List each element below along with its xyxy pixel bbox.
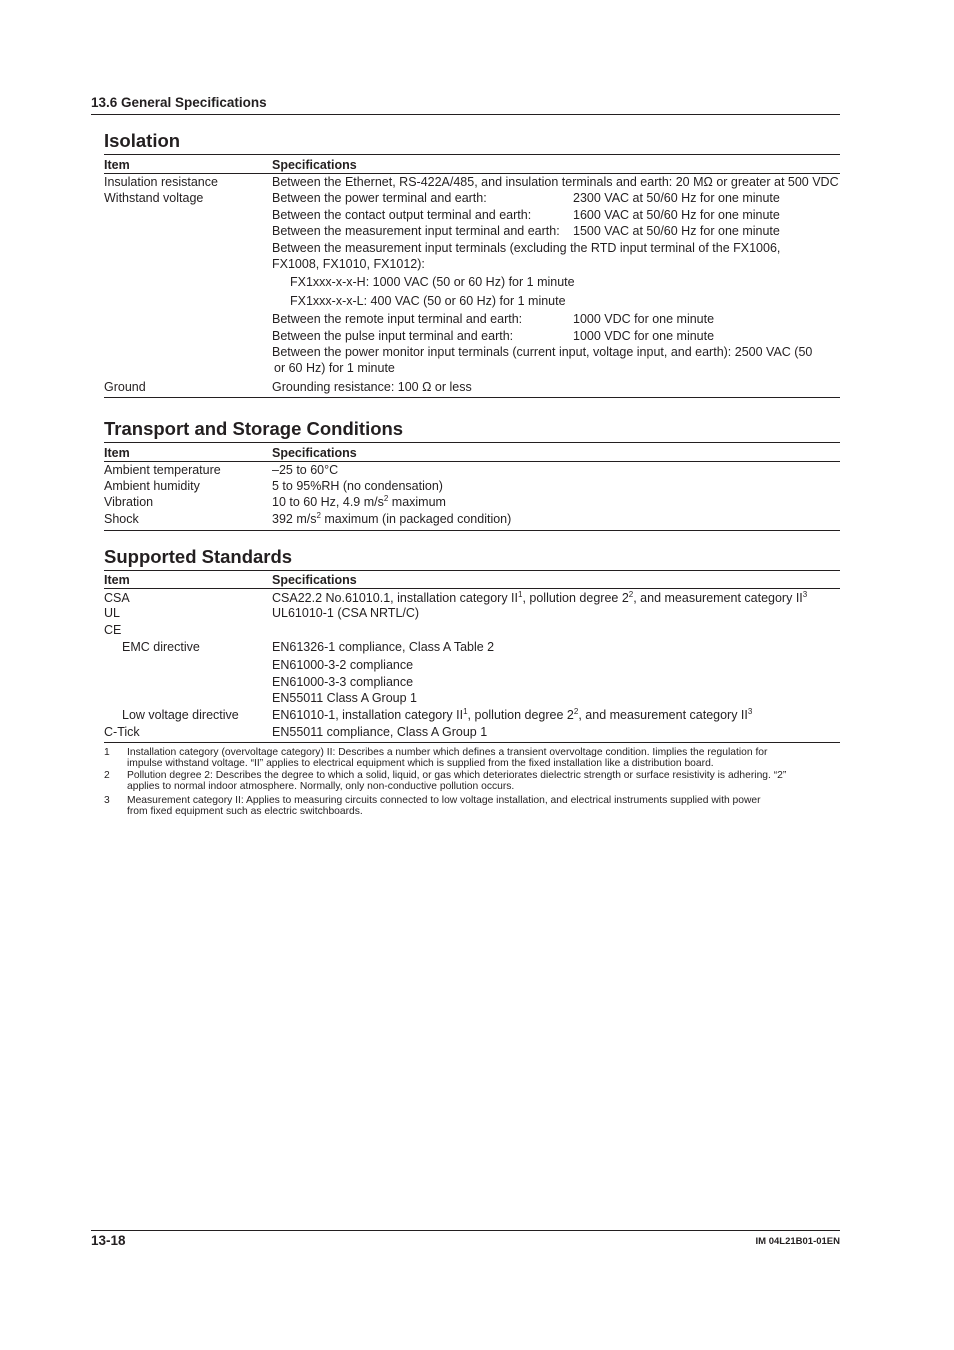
- row-item-csa: CSA: [104, 591, 130, 605]
- col-header-item: Item: [104, 446, 130, 460]
- withstand-contact-label: Between the contact output terminal and earth:: [272, 208, 532, 222]
- footnote-text: Pollution degree 2: Describes the degree to which a solid, liquid, or gas which deteriorates dielectric strength or surface resistivity is adhering. “2”: [127, 770, 787, 781]
- withstand-pulse-value: 1000 VDC for one minute: [573, 329, 715, 343]
- footnote-text: Installation category (overvoltage category) II: Describes a number which defines a transient overvoltage condition. Iimplies the regulation for: [127, 747, 768, 758]
- header-rule: [91, 114, 840, 115]
- footnote-number: 1: [104, 747, 110, 758]
- table-bottom-rule: [104, 397, 840, 398]
- withstand-remote-label: Between the remote input terminal and earth:: [272, 312, 523, 326]
- row-spec-ul: UL61010-1 (CSA NRTL/C): [272, 606, 420, 620]
- withstand-power-monitor-line1: Between the power monitor input terminals (current input, voltage input, and earth): 2500 VAC (50: [272, 345, 813, 359]
- table-top-rule: [104, 442, 840, 443]
- withstand-pulse-label: Between the pulse input terminal and earth:: [272, 329, 514, 343]
- footnote-number: 2: [104, 770, 110, 781]
- table-bottom-rule: [104, 530, 840, 531]
- table-header-rule: [104, 173, 840, 174]
- row-item-ul: UL: [104, 606, 120, 620]
- withstand-power-label: Between the power terminal and earth:: [272, 191, 487, 205]
- withstand-measurement-label: Between the measurement input terminal and earth:: [272, 224, 560, 238]
- table-header-rule: [104, 461, 840, 462]
- col-header-spec: Specifications: [272, 573, 357, 587]
- footnote-text: Measurement category II: Applies to measuring circuits connected to low voltage installation, and electrical instruments supplied with power: [127, 795, 761, 806]
- table-header-rule: [104, 588, 840, 589]
- row-item-insulation: Insulation resistance: [104, 175, 218, 189]
- row-spec-low-voltage: EN61010-1, installation category $II^1$, pollution degree $2^2$, and measurement category $II^3$: [272, 707, 753, 722]
- row-item-ground: Ground: [104, 380, 146, 394]
- row-spec-ctick: EN55011 compliance, Class A Group 1: [272, 725, 488, 739]
- transport-title: Transport and Storage Conditions: [104, 418, 404, 439]
- withstand-power-value: 2300 VAC at 50/60 Hz for one minute: [573, 191, 780, 205]
- row-item-ce: CE: [104, 623, 122, 637]
- withstand-model-h: FX1xxx-x-x-H: 1000 VAC (50 or 60 Hz) for 1 minute: [290, 275, 575, 289]
- row-item-ctick: C-Tick: [104, 725, 140, 739]
- table-top-rule: [104, 154, 840, 155]
- withstand-remote-value: 1000 VDC for one minute: [573, 312, 715, 326]
- footnote-text: impulse withstand voltage. “II” applies to electrical equipment which is supplied from the fixed installation like a distribution board.: [127, 758, 714, 769]
- row-item-temperature: Ambient temperature: [104, 463, 221, 477]
- footnote-number: 3: [104, 795, 110, 806]
- standards-title: Supported Standards: [104, 546, 293, 567]
- footer-rule: [91, 1230, 840, 1231]
- withstand-between-inputs-line2: FX1008, FX1010, FX1012):: [272, 257, 425, 271]
- row-spec-ground: Grounding resistance: 100 Ω or less: [272, 380, 472, 394]
- row-spec-shock: 392 $m/s^2$ maximum (in packaged condition): [272, 511, 512, 526]
- withstand-contact-value: 1600 VAC at 50/60 Hz for one minute: [573, 208, 780, 222]
- withstand-between-inputs-line1: Between the measurement input terminals (excluding the RTD input terminal of the FX1006,: [272, 241, 781, 255]
- col-header-item: Item: [104, 158, 130, 172]
- row-spec-insulation: Between the Ethernet, RS-422A/485, and insulation terminals and earth: 20 MΩ or greater at 500 VDC: [272, 175, 839, 189]
- row-item-vibration: Vibration: [104, 495, 154, 509]
- row-spec-temperature: –25 to 60°C: [272, 463, 339, 477]
- footnote-text: applies to normal indoor atmosphere. Normally, only non-conductive pollution occurs.: [127, 781, 515, 792]
- row-spec-emc-4: EN55011 Class A Group 1: [272, 691, 417, 705]
- col-header-item: Item: [104, 573, 130, 587]
- table-bottom-rule: [104, 742, 840, 743]
- row-item-withstand: Withstand voltage: [104, 191, 204, 205]
- running-header: 13.6 General Specifications: [91, 95, 267, 110]
- document-id: IM 04L21B01-01EN: [755, 1236, 840, 1247]
- row-spec-humidity: 5 to 95%RH (no condensation): [272, 479, 443, 493]
- withstand-model-l: FX1xxx-x-x-L: 400 VAC (50 or 60 Hz) for 1 minute: [290, 294, 566, 308]
- withstand-power-monitor-line2: or 60 Hz) for 1 minute: [274, 361, 395, 375]
- footnote-text: from fixed equipment such as electric switchboards.: [127, 806, 363, 817]
- row-spec-emc-3: EN61000-3-3 compliance: [272, 675, 414, 689]
- row-spec-csa: CSA22.2 No.61010.1, installation category $II^1$, pollution degree $2^2$, and measurement category $II^3$: [272, 590, 808, 605]
- col-header-spec: Specifications: [272, 446, 357, 460]
- row-item-emc: EMC directive: [122, 640, 200, 654]
- row-spec-emc-2: EN61000-3-2 compliance: [272, 658, 414, 672]
- row-item-shock: Shock: [104, 512, 139, 526]
- row-spec-vibration: 10 to 60 Hz, 4.9 $m/s^2$ maximum: [272, 494, 446, 509]
- row-item-humidity: Ambient humidity: [104, 479, 200, 493]
- col-header-spec: Specifications: [272, 158, 357, 172]
- page-number: 13-18: [91, 1233, 126, 1248]
- withstand-measurement-value: 1500 VAC at 50/60 Hz for one minute: [573, 224, 780, 238]
- isolation-title: Isolation: [104, 130, 181, 151]
- row-item-low-voltage: Low voltage directive: [122, 708, 239, 722]
- row-spec-emc-1: EN61326-1 compliance, Class A Table 2: [272, 640, 495, 654]
- table-top-rule: [104, 570, 840, 571]
